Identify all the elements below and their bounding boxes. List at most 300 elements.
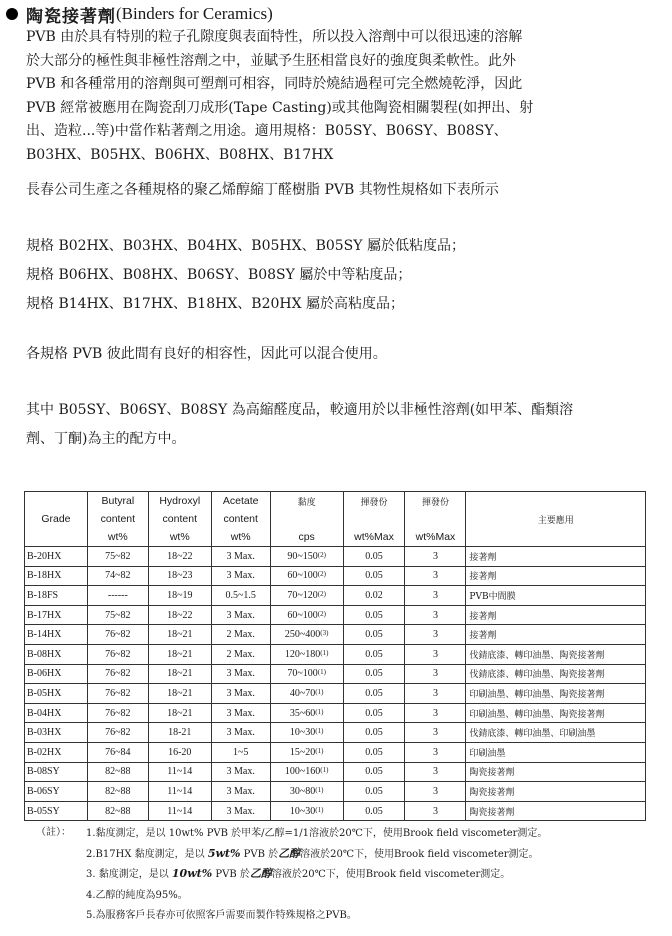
cell-grade bbox=[25, 723, 88, 743]
cell-butyral bbox=[87, 644, 148, 664]
cell-acetate-text: 3 Max. bbox=[226, 805, 255, 817]
cell-ash-text: 3 bbox=[432, 766, 438, 778]
cell-hydroxyl-text: 18~21 bbox=[167, 668, 193, 680]
cell-viscosity-text: 15~20 bbox=[289, 746, 316, 758]
cell-acetate bbox=[211, 782, 270, 802]
intro-line: 於大部分的極性與非極性溶劑之中，並賦予生胚相當良好的強度與柔軟性。此外 bbox=[26, 52, 516, 69]
intro-line: PVB 經常被應用在陶瓷刮刀成形(Tape Casting)或其他陶瓷相關製程(如押出、射 bbox=[26, 99, 534, 116]
cell-acetate bbox=[211, 566, 270, 586]
cell-ash-text: 3 bbox=[432, 550, 438, 562]
cell-application-text: 接著劑 bbox=[469, 552, 497, 563]
cell-volatile-text: 0.05 bbox=[365, 707, 383, 719]
cell-viscosity-text: 250~400 bbox=[284, 629, 321, 641]
cell-ash bbox=[405, 547, 466, 567]
cell-viscosity bbox=[270, 586, 343, 606]
cell-butyral-text: 76~82 bbox=[105, 707, 131, 719]
cell-hydroxyl-text: 18~22 bbox=[167, 550, 193, 562]
cell-grade bbox=[25, 762, 88, 782]
cell-application bbox=[466, 684, 646, 704]
cell-volatile bbox=[343, 801, 405, 821]
table-row bbox=[25, 586, 646, 606]
cell-butyral-text: 76~82 bbox=[105, 668, 131, 680]
header-application: 主要應用 bbox=[466, 492, 646, 547]
cell-volatile bbox=[343, 644, 405, 664]
table-row bbox=[25, 644, 646, 664]
cell-ash bbox=[405, 586, 466, 606]
cell-acetate-text: 2 Max. bbox=[226, 648, 255, 660]
cell-grade-text: B-08HX bbox=[27, 648, 62, 660]
footnote-bold1: 5wt% bbox=[207, 846, 241, 860]
cell-butyral bbox=[87, 762, 148, 782]
cell-volatile-text: 0.05 bbox=[365, 668, 383, 680]
cell-application bbox=[466, 762, 646, 782]
cell-hydroxyl-text: 11~14 bbox=[167, 785, 193, 797]
cell-grade-text: B-05HX bbox=[27, 687, 62, 699]
section-title bbox=[6, 2, 273, 26]
cell-grade-text: B-18HX bbox=[27, 570, 62, 582]
cell-ash-text: 3 bbox=[432, 609, 438, 621]
table-row bbox=[25, 625, 646, 645]
cell-hydroxyl bbox=[148, 566, 211, 586]
cell-ash bbox=[405, 625, 466, 645]
cell-acetate bbox=[211, 644, 270, 664]
cell-volatile bbox=[343, 566, 405, 586]
cell-ash bbox=[405, 723, 466, 743]
cell-hydroxyl-text: 18~23 bbox=[167, 570, 193, 582]
cell-viscosity bbox=[270, 684, 343, 704]
cell-acetate bbox=[211, 762, 270, 782]
footnote-item bbox=[86, 885, 646, 906]
cell-hydroxyl bbox=[148, 625, 211, 645]
cell-viscosity-text: 35~60 bbox=[289, 707, 316, 719]
cell-butyral-text: 76~82 bbox=[105, 727, 131, 739]
cell-acetate-text: 3 Max. bbox=[226, 668, 255, 680]
cell-ash-text: 3 bbox=[432, 707, 438, 719]
cell-application-text: 印刷油墨、轉印油墨、陶瓷接著劑 bbox=[469, 689, 605, 700]
cell-grade-text: B-02HX bbox=[27, 746, 62, 758]
cell-butyral-text: 76~84 bbox=[105, 746, 131, 758]
cell-ash bbox=[405, 703, 466, 723]
cell-application-text: 陶瓷接著劑 bbox=[469, 787, 515, 798]
cell-butyral-text: ------ bbox=[107, 589, 128, 601]
cell-butyral-text: 82~88 bbox=[105, 766, 131, 778]
cell-application-text: 接著劑 bbox=[469, 631, 497, 642]
cell-ash-text: 3 bbox=[432, 668, 438, 680]
cell-viscosity bbox=[270, 605, 343, 625]
cell-grade-text: B-20HX bbox=[27, 550, 62, 562]
cell-hydroxyl bbox=[148, 723, 211, 743]
cell-ash bbox=[405, 566, 466, 586]
cell-hydroxyl-text: 11~14 bbox=[167, 766, 193, 778]
table-row bbox=[25, 566, 646, 586]
cell-ash bbox=[405, 684, 466, 704]
header-hydroxyl: Hydroxyl bbox=[148, 492, 211, 511]
cell-hydroxyl bbox=[148, 664, 211, 684]
cell-grade-text: B-08SY bbox=[27, 766, 60, 778]
cell-butyral-text: 76~82 bbox=[105, 687, 131, 699]
cell-grade bbox=[25, 566, 88, 586]
cell-butyral bbox=[87, 703, 148, 723]
footnote-item bbox=[86, 864, 646, 885]
cell-hydroxyl bbox=[148, 782, 211, 802]
cell-application bbox=[466, 586, 646, 606]
footnote-ref: (1) bbox=[320, 766, 329, 775]
intro-paragraph bbox=[26, 26, 626, 167]
intro-line: PVB 和各種常用的溶劑與可塑劑可相容，同時於燒結過程可完全燃燒乾淨，因此 bbox=[26, 76, 523, 92]
cell-grade-text: B-14HX bbox=[27, 629, 62, 641]
cell-ash bbox=[405, 664, 466, 684]
cell-application-text: 陶瓷接著劑 bbox=[469, 807, 515, 818]
cell-volatile-text: 0.05 bbox=[365, 766, 383, 778]
cell-grade bbox=[25, 625, 88, 645]
cell-ash-text: 3 bbox=[432, 629, 438, 641]
cell-ash bbox=[405, 801, 466, 821]
cell-butyral bbox=[87, 605, 148, 625]
spec-summary: 長春公司生產之各種規格的聚乙烯醇縮丁醛樹脂 PVB 其物性規格如下表所示 bbox=[26, 182, 499, 198]
cell-hydroxyl bbox=[148, 801, 211, 821]
cell-viscosity bbox=[270, 742, 343, 762]
intro-line: B03HX、B05HX、B06HX、B08HX、B17HX bbox=[26, 146, 334, 163]
cell-acetate bbox=[211, 605, 270, 625]
cell-application bbox=[466, 782, 646, 802]
cell-viscosity-text: 70~120 bbox=[287, 589, 318, 601]
cell-acetate-text: 3 Max. bbox=[226, 785, 255, 797]
cell-ash-text: 3 bbox=[432, 687, 438, 699]
header-butyral-sub: content bbox=[87, 510, 148, 528]
cell-application bbox=[466, 605, 646, 625]
cell-viscosity bbox=[270, 664, 343, 684]
cell-grade-text: B-04HX bbox=[27, 707, 62, 719]
cell-application bbox=[466, 566, 646, 586]
cell-volatile bbox=[343, 547, 405, 567]
header-viscosity: 黏度 bbox=[270, 492, 343, 511]
footnote-ref: (3) bbox=[320, 629, 329, 638]
compatibility-note: 各規格 PVB 彼此間有良好的相容性，因此可以混合使用。 bbox=[26, 346, 387, 362]
cell-grade-text: B-06SY bbox=[27, 785, 60, 797]
cell-acetate-text: 1~5 bbox=[232, 746, 249, 758]
footnote-bold2: 乙醇 bbox=[249, 867, 272, 880]
cell-viscosity bbox=[270, 703, 343, 723]
cell-application-text: 伐錆底漆、轉印油墨、陶瓷接著劑 bbox=[469, 670, 605, 681]
cell-viscosity-text: 60~100 bbox=[287, 609, 318, 621]
cell-ash bbox=[405, 762, 466, 782]
cell-acetate-text: 3 Max. bbox=[226, 727, 255, 739]
header-acetate-unit: wt% bbox=[211, 528, 270, 547]
cell-grade-text: B-17HX bbox=[27, 609, 62, 621]
cell-butyral bbox=[87, 547, 148, 567]
header-hydroxyl-sub: content bbox=[148, 510, 211, 528]
table-row bbox=[25, 703, 646, 723]
header-blank bbox=[270, 510, 343, 528]
header-ash-unit: wt%Max bbox=[405, 528, 466, 547]
cell-volatile-text: 0.05 bbox=[365, 785, 383, 797]
cell-acetate bbox=[211, 547, 270, 567]
cell-acetate bbox=[211, 703, 270, 723]
cell-application-text: 接著劑 bbox=[469, 572, 497, 583]
intro-line: PVB 由於具有特別的粒子孔隙度與表面特性，所以投入溶劑中可以很迅速的溶解 bbox=[26, 29, 523, 45]
cell-hydroxyl bbox=[148, 742, 211, 762]
header-blank bbox=[343, 510, 405, 528]
cell-hydroxyl bbox=[148, 644, 211, 664]
cell-butyral bbox=[87, 723, 148, 743]
cell-acetate-text: 3 Max. bbox=[226, 707, 255, 719]
header-viscosity-unit: cps bbox=[270, 528, 343, 547]
cell-volatile-text: 0.05 bbox=[365, 805, 383, 817]
footnote-ref: (1) bbox=[315, 727, 324, 736]
cell-acetate-text: 0.5~1.5 bbox=[225, 589, 256, 601]
footnote-ref: (1) bbox=[315, 785, 324, 794]
footnote-ref: (1) bbox=[315, 707, 324, 716]
cell-ash-text: 3 bbox=[432, 589, 438, 601]
cell-grade-text: B-03HX bbox=[27, 727, 62, 739]
cell-viscosity bbox=[270, 644, 343, 664]
cell-hydroxyl-text: 18-21 bbox=[168, 727, 192, 739]
cell-hydroxyl bbox=[148, 684, 211, 704]
cell-application bbox=[466, 742, 646, 762]
cell-application bbox=[466, 723, 646, 743]
cell-viscosity bbox=[270, 801, 343, 821]
cell-application-text: 接著劑 bbox=[469, 611, 497, 622]
cell-ash bbox=[405, 605, 466, 625]
footnote-bold2: 乙醇 bbox=[278, 846, 301, 860]
footnote-post: 溶液於20℃下，使用Brook field viscometer測定。 bbox=[300, 848, 539, 860]
cell-butyral bbox=[87, 664, 148, 684]
title-chinese: 陶瓷接著劑 bbox=[26, 6, 116, 27]
cell-butyral bbox=[87, 782, 148, 802]
cell-acetate bbox=[211, 684, 270, 704]
footnote-ref: (1) bbox=[315, 687, 324, 696]
table-row bbox=[25, 723, 646, 743]
cell-application bbox=[466, 703, 646, 723]
cell-butyral bbox=[87, 684, 148, 704]
cell-butyral bbox=[87, 625, 148, 645]
cell-butyral-text: 74~82 bbox=[105, 570, 131, 582]
cell-acetate-text: 3 Max. bbox=[226, 570, 255, 582]
cell-grade bbox=[25, 664, 88, 684]
cell-application bbox=[466, 801, 646, 821]
cell-volatile-text: 0.05 bbox=[365, 609, 383, 621]
cell-volatile-text: 0.05 bbox=[365, 570, 383, 582]
header-butyral: Butyral bbox=[87, 492, 148, 511]
cell-volatile-text: 0.05 bbox=[365, 746, 383, 758]
header-acetate: Acetate bbox=[211, 492, 270, 511]
footnote-ref: (2) bbox=[317, 550, 326, 559]
cell-grade bbox=[25, 586, 88, 606]
cell-hydroxyl bbox=[148, 547, 211, 567]
cell-grade bbox=[25, 742, 88, 762]
cell-butyral bbox=[87, 801, 148, 821]
cell-viscosity-text: 60~100 bbox=[287, 570, 318, 582]
cell-grade bbox=[25, 684, 88, 704]
cell-grade-text: B-06HX bbox=[27, 668, 62, 680]
cell-acetate bbox=[211, 586, 270, 606]
cell-viscosity-text: 70~100 bbox=[287, 668, 318, 680]
table-body bbox=[25, 547, 646, 821]
cell-volatile bbox=[343, 625, 405, 645]
footnote-ref: (1) bbox=[317, 668, 326, 677]
solvent-note bbox=[26, 396, 654, 454]
footnote-item bbox=[86, 844, 646, 865]
header-grade: Grade bbox=[25, 492, 88, 547]
footnote-ref: (2) bbox=[317, 609, 326, 618]
cell-acetate bbox=[211, 664, 270, 684]
cell-acetate bbox=[211, 801, 270, 821]
cell-viscosity bbox=[270, 762, 343, 782]
footnote-label: （註）： bbox=[36, 827, 71, 838]
header-volatile-unit: wt%Max bbox=[343, 528, 405, 547]
grade-spec-table bbox=[24, 491, 646, 821]
cell-volatile bbox=[343, 782, 405, 802]
cell-volatile-text: 0.05 bbox=[365, 727, 383, 739]
cell-volatile bbox=[343, 723, 405, 743]
cell-acetate-text: 3 Max. bbox=[226, 687, 255, 699]
table-row bbox=[25, 605, 646, 625]
footnote-pre: 3. 黏度測定，是以 bbox=[86, 869, 172, 880]
cell-volatile-text: 0.05 bbox=[365, 648, 383, 660]
cell-acetate-text: 3 Max. bbox=[226, 550, 255, 562]
cell-butyral-text: 75~82 bbox=[105, 550, 131, 562]
cell-ash-text: 3 bbox=[432, 648, 438, 660]
cell-application-text: 伐錆底漆、轉印油墨、陶瓷接著劑 bbox=[469, 650, 605, 661]
cell-volatile-text: 0.05 bbox=[365, 687, 383, 699]
cell-volatile bbox=[343, 586, 405, 606]
cell-volatile bbox=[343, 605, 405, 625]
cell-volatile bbox=[343, 762, 405, 782]
cell-butyral bbox=[87, 742, 148, 762]
cell-hydroxyl-text: 18~21 bbox=[167, 648, 193, 660]
cell-hydroxyl bbox=[148, 703, 211, 723]
cell-butyral-text: 76~82 bbox=[105, 648, 131, 660]
cell-viscosity bbox=[270, 782, 343, 802]
footnote-list bbox=[86, 823, 646, 926]
cell-viscosity-text: 10~30 bbox=[289, 727, 316, 739]
cell-application bbox=[466, 547, 646, 567]
footnote-mid: PVB 於 bbox=[212, 869, 250, 880]
footnote-item bbox=[86, 905, 646, 926]
footnote-bold1: 10wt% bbox=[171, 867, 213, 880]
cell-application-text: 陶瓷接著劑 bbox=[469, 768, 515, 779]
cell-volatile bbox=[343, 703, 405, 723]
intro-line: 出、造粒...等)中當作粘著劑之用途。適用規格：B05SY、B06SY、B08SY、 bbox=[26, 123, 508, 139]
cell-butyral-text: 82~88 bbox=[105, 785, 131, 797]
cell-grade-text: B-18FS bbox=[27, 589, 59, 601]
footnote-pre: 2.B17HX 黏度測定，是以 bbox=[86, 848, 208, 860]
footnote-ref: (1) bbox=[320, 648, 329, 657]
cell-acetate-text: 3 Max. bbox=[226, 766, 255, 778]
footnote-ref: (2) bbox=[317, 570, 326, 579]
cell-volatile bbox=[343, 684, 405, 704]
cell-hydroxyl bbox=[148, 762, 211, 782]
footnote-pre: 4.乙醇的純度為95%。 bbox=[86, 889, 188, 901]
cell-grade bbox=[25, 605, 88, 625]
cell-application bbox=[466, 644, 646, 664]
cell-ash-text: 3 bbox=[432, 746, 438, 758]
cell-application-text: 印刷油墨 bbox=[469, 748, 506, 759]
cell-hydroxyl-text: 11~14 bbox=[167, 805, 193, 817]
table-row bbox=[25, 782, 646, 802]
cell-acetate-text: 2 Max. bbox=[226, 629, 255, 641]
cell-viscosity-text: 10~30 bbox=[289, 805, 316, 817]
cell-butyral-text: 76~82 bbox=[105, 629, 131, 641]
cell-ash bbox=[405, 742, 466, 762]
cell-viscosity bbox=[270, 723, 343, 743]
cell-ash bbox=[405, 644, 466, 664]
footnote-post: 溶液於20℃下，使用Brook field viscometer測定。 bbox=[271, 869, 511, 880]
header-butyral-unit: wt% bbox=[87, 528, 148, 547]
footnote-pre: 1.黏度測定，是以 10wt% PVB 於甲苯/乙醇=1/1溶液於20℃下，使用Brook field viscometer測定。 bbox=[86, 828, 548, 839]
cell-volatile-text: 0.02 bbox=[365, 589, 383, 601]
header-acetate-sub: content bbox=[211, 510, 270, 528]
cell-hydroxyl-text: 18~19 bbox=[167, 589, 193, 601]
cell-hydroxyl bbox=[148, 605, 211, 625]
cell-hydroxyl bbox=[148, 586, 211, 606]
cell-viscosity-text: 100~160 bbox=[284, 766, 321, 778]
cell-acetate bbox=[211, 625, 270, 645]
table-row bbox=[25, 547, 646, 567]
cell-grade bbox=[25, 644, 88, 664]
viscosity-classes bbox=[26, 232, 465, 319]
table-row bbox=[25, 742, 646, 762]
solvent-line: 其中 B05SY、B06SY、B08SY 為高縮醛度品，較適用於以非極性溶劑(如甲苯、酯類溶 bbox=[26, 402, 574, 418]
cell-ash-text: 3 bbox=[432, 727, 438, 739]
table-header bbox=[25, 492, 646, 547]
cell-viscosity-text: 90~150 bbox=[287, 550, 318, 562]
cell-hydroxyl-text: 18~21 bbox=[167, 687, 193, 699]
cell-butyral bbox=[87, 586, 148, 606]
cell-hydroxyl-text: 18~22 bbox=[167, 609, 193, 621]
cell-volatile bbox=[343, 664, 405, 684]
cell-viscosity bbox=[270, 625, 343, 645]
table-row bbox=[25, 801, 646, 821]
cell-hydroxyl-text: 16-20 bbox=[168, 746, 192, 758]
cell-application bbox=[466, 664, 646, 684]
viscosity-line: 規格 B06HX、B08HX、B06SY、B08SY 屬於中等粘度品； bbox=[26, 267, 412, 283]
header-volatile: 揮發份 bbox=[343, 492, 405, 511]
cell-acetate bbox=[211, 723, 270, 743]
cell-grade-text: B-05SY bbox=[27, 805, 60, 817]
cell-grade bbox=[25, 703, 88, 723]
cell-grade bbox=[25, 782, 88, 802]
cell-volatile-text: 0.05 bbox=[365, 629, 383, 641]
header-blank bbox=[405, 510, 466, 528]
cell-viscosity bbox=[270, 547, 343, 567]
cell-ash-text: 3 bbox=[432, 785, 438, 797]
cell-butyral bbox=[87, 566, 148, 586]
cell-ash bbox=[405, 782, 466, 802]
cell-butyral-text: 75~82 bbox=[105, 609, 131, 621]
footnote-pre: 5.為服務客戶長春亦可依照客戶需要而製作特殊規格之PVB。 bbox=[86, 910, 357, 921]
title-english: (Binders for Ceramics) bbox=[116, 4, 273, 23]
cell-viscosity bbox=[270, 566, 343, 586]
table-row bbox=[25, 664, 646, 684]
cell-viscosity-text: 30~80 bbox=[289, 785, 316, 797]
footnote-ref: (1) bbox=[315, 805, 324, 814]
cell-acetate bbox=[211, 742, 270, 762]
header-hydroxyl-unit: wt% bbox=[148, 528, 211, 547]
header-ash: 揮發份 bbox=[405, 492, 466, 511]
table-row bbox=[25, 762, 646, 782]
footnote-item bbox=[86, 823, 646, 844]
cell-ash-text: 3 bbox=[432, 570, 438, 582]
solvent-line: 劑、丁酮)為主的配方中。 bbox=[26, 431, 186, 447]
cell-viscosity-text: 40~70 bbox=[289, 687, 316, 699]
viscosity-line: 規格 B14HX、B17HX、B18HX、B20HX 屬於高粘度品； bbox=[26, 296, 405, 312]
cell-application bbox=[466, 625, 646, 645]
cell-ash-text: 3 bbox=[432, 805, 438, 817]
cell-grade bbox=[25, 547, 88, 567]
bullet-icon bbox=[6, 8, 18, 20]
viscosity-line: 規格 B02HX、B03HX、B04HX、B05HX、B05SY 屬於低粘度品； bbox=[26, 238, 465, 254]
